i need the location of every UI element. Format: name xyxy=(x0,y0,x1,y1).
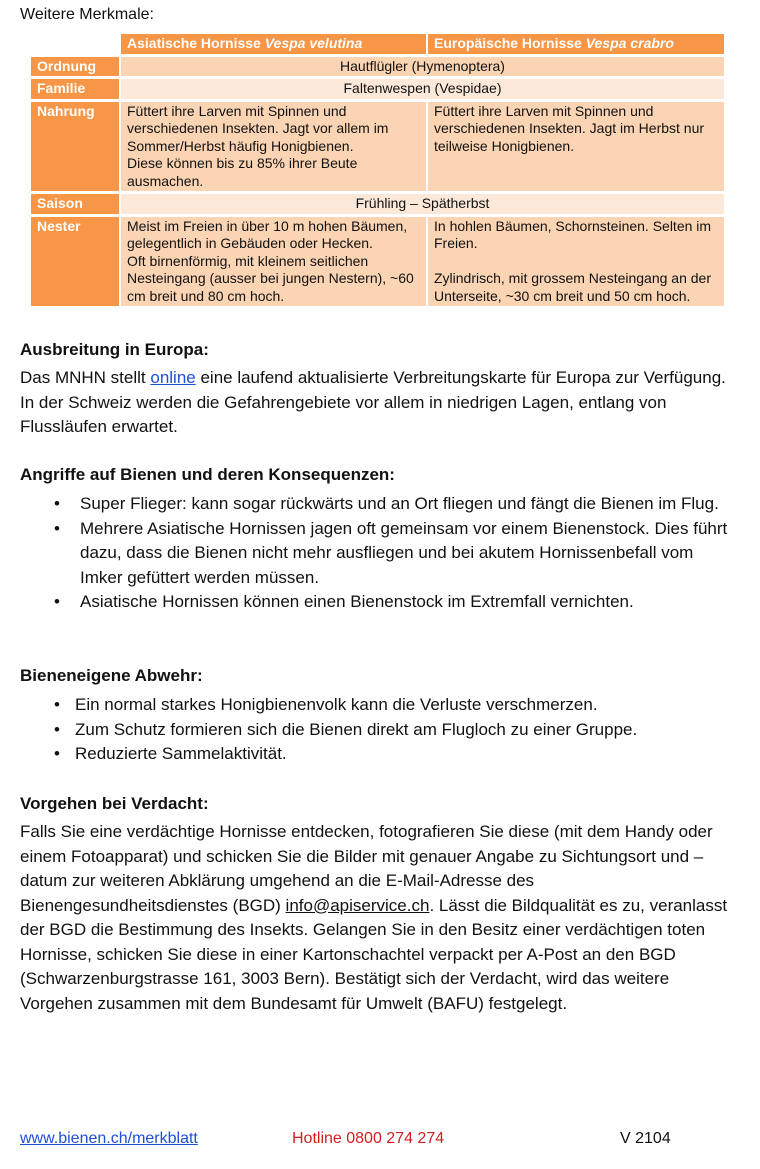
nahrung-european: Füttert ihre Larven mit Spinnen und verschiedenen Insekten. Jagt im Herbst nur teilweise Honigbienen. xyxy=(428,102,724,192)
heading-verdacht: Vorgehen bei Verdacht: xyxy=(20,794,209,813)
list-item: • Reduzierte Sammelaktivität. xyxy=(50,742,730,767)
features-table xyxy=(29,31,726,309)
nahrung-asian: Füttert ihre Larven mit Spinnen und verschiedenen Insekten. Jagt vor allem im Sommer/Herbst häufig Honigbienen. Diese können bis zu 85% ihrer Beute ausmachen. xyxy=(121,102,426,192)
list-item: • Asiatische Hornissen können einen Bienenstock im Extremfall vernichten. xyxy=(50,590,730,615)
heading-angriffe: Angriffe auf Bienen und deren Konsequenzen: xyxy=(20,465,395,484)
list-abwehr xyxy=(50,693,730,767)
footer-hotline: Hotline 0800 274 274 xyxy=(292,1130,445,1147)
row-label-familie: Familie xyxy=(31,79,119,99)
table-row xyxy=(31,57,724,77)
table-corner-cell xyxy=(31,34,119,54)
bullet-icon: • xyxy=(54,494,60,513)
section-intro: Weitere Merkmale: xyxy=(20,6,154,23)
list-item: • Mehrere Asiatische Hornissen jagen oft gemeinsam vor einem Bienenstock. Dies führt dazu, dass die Bienen nicht mehr ausfliegen und bei akutem Hornissenbefall vom Imker gefüttert werden müssen. xyxy=(54,518,728,587)
online-link[interactable]: online xyxy=(150,368,196,387)
paragraph-ausbreitung: Das MNHN stellt online eine laufend aktualisierte Verbreitungskarte für Europa zur Verfügung. In der Schweiz werden die Gefahrengebiete vor allem in niedrigen Lagen, entlang von Flussläufen erwartet. xyxy=(20,368,726,436)
ordnung-value: Hautflügler (Hymenoptera) xyxy=(121,57,724,77)
list-item: • Zum Schutz formieren sich die Bienen direkt am Flugloch zu einer Gruppe. xyxy=(50,718,730,743)
asian-latin-name: Vespa velutina xyxy=(264,35,363,51)
saison-value: Frühling – Spätherbst xyxy=(121,194,724,214)
row-label-nester: Nester xyxy=(31,217,119,307)
bullet-icon: • xyxy=(54,695,60,714)
nester-asian: Meist im Freien in über 10 m hohen Bäumen, gelegentlich in Gebäuden oder Hecken. Oft birnenförmig, mit kleinem seitlichen Nesteingang (ausser bei jungen Nestern), ~60 cm breit und 80 cm hoch. xyxy=(121,217,426,307)
table-row xyxy=(31,102,724,192)
table-row xyxy=(31,194,724,214)
bullet-icon: • xyxy=(54,744,60,763)
heading-abwehr: Bieneneigene Abwehr: xyxy=(20,666,203,685)
list-item: • Ein normal starkes Honigbienenvolk kann die Verluste verschmerzen. xyxy=(50,693,730,718)
bullet-icon: • xyxy=(54,592,60,611)
row-label-ordnung: Ordnung xyxy=(31,57,119,77)
table-row xyxy=(31,79,724,99)
list-angriffe xyxy=(50,492,730,615)
familie-value: Faltenwespen (Vespidae) xyxy=(121,79,724,99)
euro-latin-name: Vespa crabro xyxy=(585,35,674,51)
list-item: • Super Flieger: kann sogar rückwärts und an Ort fliegen und fängt die Bienen im Flug. xyxy=(50,492,730,517)
header-asian-hornet: Asiatische Hornisse Vespa velutina xyxy=(121,34,426,54)
heading-ausbreitung: Ausbreitung in Europa: xyxy=(20,340,209,359)
table-row xyxy=(31,217,724,307)
footer-version: V 2104 xyxy=(620,1130,671,1147)
row-label-saison: Saison xyxy=(31,194,119,214)
row-label-nahrung: Nahrung xyxy=(31,102,119,192)
email-link[interactable]: info@apiservice.ch xyxy=(285,895,430,915)
bullet-icon: • xyxy=(54,719,60,739)
header-european-hornet: Europäische Hornisse Vespa crabro xyxy=(428,34,724,54)
paragraph-verdacht: Falls Sie eine verdächtige Hornisse entdecken, fotografieren Sie diese (mit dem Handy oder einem Fotoapparat) und schicken Sie die Bilder mit genauer Angabe zu Sichtungsort und –datum zur weiteren Abklärung umgehend an die E-Mail-Adresse des Bienengesundheitsdienstes (BGD) info@apiservice.ch. Lässt die Bildqualität es zu, veranlasst der BGD die Bestimmung des Insekts. Gelangen Sie in den Besitz einer verdächtigen toten Hornisse, schicken Sie diese in einer Kartonschachtel verpackt per A-Post an den BGD (Schwarzenburgstrasse 161, 3003 Bern). Bestätigt sich der Verdacht, wird das weitere Vorgehen zusammen mit dem Bundesamt für Umwelt (BAFU) festgelegt. xyxy=(20,822,728,1013)
footer-url-link[interactable]: www.bienen.ch/merkblatt xyxy=(20,1130,198,1147)
bullet-icon: • xyxy=(54,518,60,538)
table-header-row xyxy=(31,34,724,54)
nester-european: In hohlen Bäumen, Schornsteinen. Selten im Freien. Zylindrisch, mit grossem Nesteingang an der Unterseite, ~30 cm breit und 50 cm hoch. xyxy=(428,217,724,307)
